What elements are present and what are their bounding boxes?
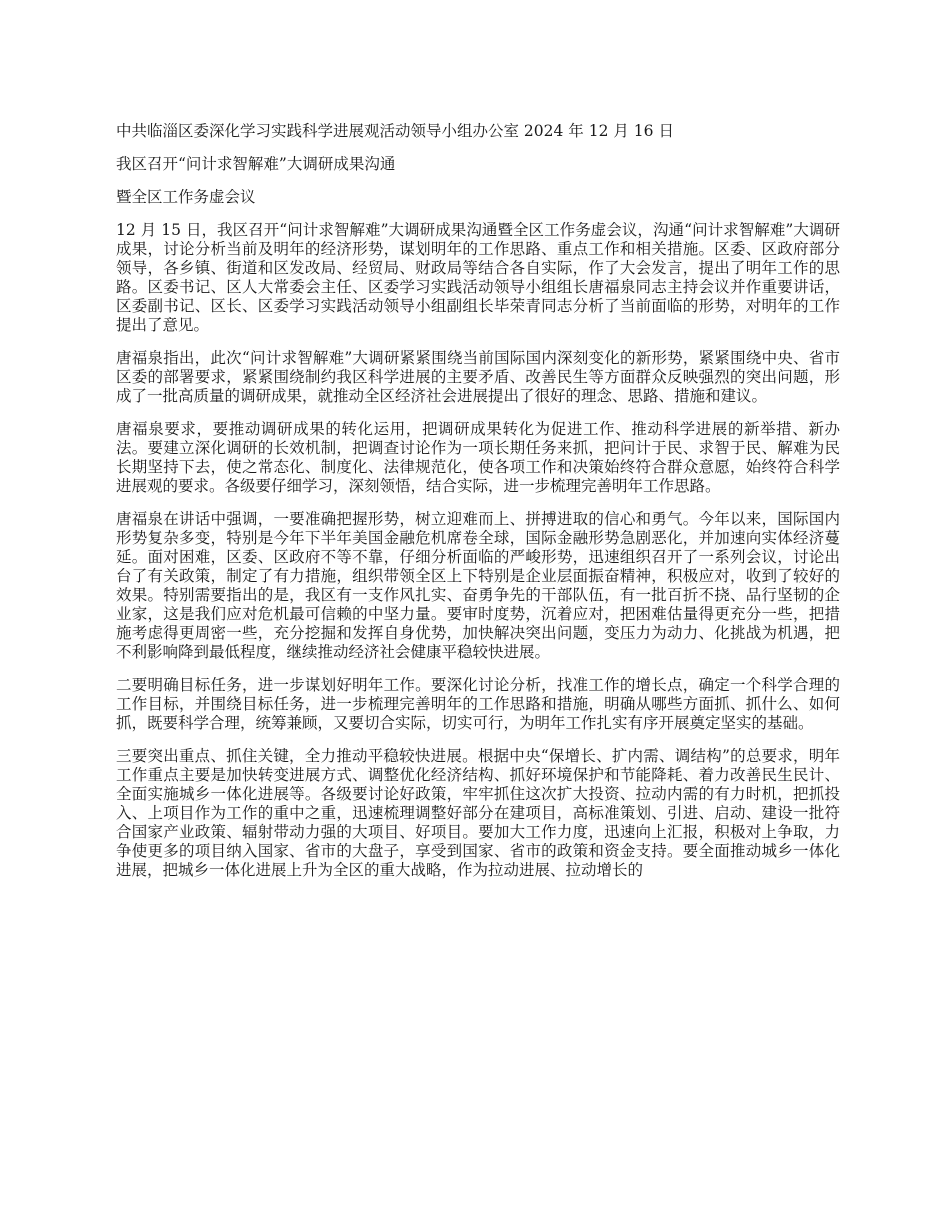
document-header: 中共临淄区委深化学习实践科学进展观活动领导小组办公室 2024 年 12 月 16 日 [116,122,674,140]
document-page [116,122,840,894]
document-title-line-2: 暨全区工作务虚会议 [116,188,256,206]
document-title-line-1: 我区召开“问计求智解难”大调研成果沟通 [116,155,396,173]
paragraph-5: 二要明确目标任务，进一步谋划好明年工作。要深化讨论分析，找准工作的增长点，确定一个科学合理的工作目标，并围绕目标任务，进一步梳理完善明年的工作思路和措施，明确从哪些方面抓、抓什么、如何抓，既要科学合理，统筹兼顾，又要切合实际，切实可行，为明年工作扎实有序开展奠定坚实的基础。 [116,676,840,732]
paragraph-4: 唐福泉在讲话中强调，一要准确把握形势，树立迎难而上、拼搏进取的信心和勇气。今年以来，国际国内形势复杂多变，特别是今年下半年美国金融危机席卷全球，国际金融形势急剧恶化，并加速向实体经济蔓延。面对困难，区委、区政府不等不靠，仔细分析面临的严峻形势，迅速组织召开了一系列会议，讨论出台了有关政策，制定了有力措施，组织带领全区上下特别是企业层面振奋精神，积极应对，收到了较好的效果。特别需要指出的是，我区有一支作风扎实、奋勇争先的干部队伍，有一批百折不挠、品行坚韧的企业家，这是我们应对危机最可信赖的中坚力量。要审时度势，沉着应对，把困难估量得更充分一些，把措施考虑得更周密一些，充分挖掘和发挥自身优势，加快解决突出问题，变压力为动力、化挑战为机遇，把不利影响降到最低程度，继续推动经济社会健康平稳较快进展。 [116,510,840,661]
paragraph-1: 12 月 15 日，我区召开“问计求智解难”大调研成果沟通暨全区工作务虚会议，沟通“问计求智解难”大调研成果，讨论分析当前及明年的经济形势，谋划明年的工作思路、重点工作和相关措施。区委、区政府部分领导，各乡镇、街道和区发改局、经贸局、财政局等结合各自实际，作了大会发言，提出了明年工作的思路。区委书记、区人大常委会主任、区委学习实践活动领导小组组长唐福泉同志主持会议并作重要讲话，区委副书记、区长、区委学习实践活动领导小组副组长毕荣青同志分析了当前面临的形势，对明年的工作提出了意见。 [116,221,840,334]
paragraph-2: 唐福泉指出，此次“问计求智解难”大调研紧紧围绕当前国际国内深刻变化的新形势，紧紧围绕中央、省市区委的部署要求，紧紧围绕制约我区科学进展的主要矛盾、改善民生等方面群众反映强烈的突出问题，形成了一批高质量的调研成果，就推动全区经济社会进展提出了很好的理念、思路、措施和建议。 [116,349,840,405]
paragraph-3: 唐福泉要求，要推动调研成果的转化运用，把调研成果转化为促进工作、推动科学进展的新举措、新办法。要建立深化调研的长效机制，把调查讨论作为一项长期任务来抓，把问计于民、求智于民、解难为民长期坚持下去，使之常态化、制度化、法律规范化，使各项工作和决策始终符合群众意愿，始终符合科学进展观的要求。各级要仔细学习，深刻领悟，结合实际，进一步梳理完善明年工作思路。 [116,420,840,495]
paragraph-6: 三要突出重点、抓住关键，全力推动平稳较快进展。根据中央“保增长、扩内需、调结构”的总要求，明年工作重点主要是加快转变进展方式、调整优化经济结构、抓好环境保护和节能降耗、着力改善民生民计、全面实施城乡一体化进展等。各级要讨论好政策，牢牢抓住这次扩大投资、拉动内需的有力时机，把抓投入、上项目作为工作的重中之重，迅速梳理调整好部分在建项目，高标准策划、引进、启动、建设一批符合国家产业政策、辐射带动力强的大项目、好项目。要加大工作力度，迅速向上汇报，积极对上争取，力争使更多的项目纳入国家、省市的大盘子，享受到国家、省市的政策和资金支持。要全面推动城乡一体化进展，把城乡一体化进展上升为全区的重大战略，作为拉动进展、拉动增长的 [116,747,840,879]
